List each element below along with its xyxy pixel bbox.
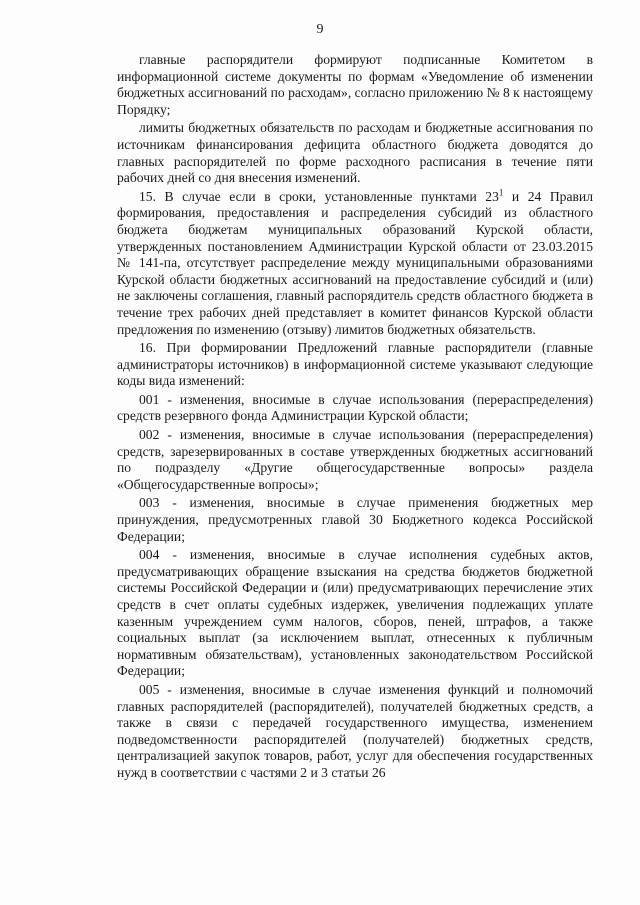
paragraph-item-15 [117,189,593,338]
paragraph-notification-forms: главные распорядители формируют подписанные Комитетом в информационной системе документы по формам «Уведомление об изменении бюджетных ассигнований по расходам», согласно приложению № 8 к настоящему Порядку; [117,52,593,117]
paragraph-item-15-part1: 15. В случае если в сроки, установленные пунктами 23 [139,188,499,204]
document-body [117,52,593,782]
paragraph-code-003: 003 - изменения, вносимые в случае применения бюджетных мер принуждения, предусмотренных главой 30 Бюджетного кодекса Российской Федерации; [117,495,593,544]
page-number: 9 [316,22,324,37]
paragraph-code-001: 001 - изменения, вносимые в случае использования (перераспределения) средств резервного фонда Администрации Курской области; [117,391,593,424]
superscript-1: 1 [498,187,504,198]
paragraph-code-004: 004 - изменения, вносимые в случае исполнения судебных актов, предусматривающих обращение взыскания на средства бюджетов бюджетной системы Российской Федерации и (или) предусматривающих перечисление этих средств в счет оплаты судебных издержек, увеличения подлежащих уплате казенным учреждением сумм налогов, сборов, пеней, штрафов, а также социальных выплат (за исключением выплат, отнесенных к публичным нормативным обязательствам), установленных законодательством Российской Федерации; [117,547,593,679]
paragraph-code-005: 005 - изменения, вносимые в случае изменения функций и полномочий главных распорядителей (распорядителей), получателей бюджетных средств, а также в связи с передачей государственного имущества, изменением подведомственности распорядителей (получателей) бюджетных средств, централизацией закупок товаров, работ, услуг для обеспечения государственных нужд в соответствии с частями 2 и 3 статьи 26 [117,681,593,780]
paragraph-code-002: 002 - изменения, вносимые в случае использования (перераспределения) средств, зарезервированных в составе утвержденных бюджетных ассигнований по подразделу «Другие общегосударственные вопросы» раздела «Общегосударственные вопросы»; [117,427,593,492]
paragraph-budget-limits: лимиты бюджетных обязательств по расходам и бюджетные ассигнования по источникам финансирования дефицита областного бюджета доводятся до главных распорядителей по форме расходного расписания в течение пяти рабочих дней со дня внесения изменений. [117,120,593,186]
paragraph-item-16: 16. При формировании Предложений главные распорядители (главные администраторы источников) в информационной системе указывают следующие коды вида изменений: [117,340,593,389]
paragraph-item-15-part2: и 24 Правил формирования, предоставления и распределения субсидий из областного бюджета бюджетам муниципальных образований Курской области, утвержденных постановлением Администрации Курской области от 23.03.2015 № 141-па, отсутствует распределение между муниципальными образованиями Курской области бюджетных ассигнований на предоставление субсидий и (или) не заключены соглашения, главный распорядитель средств областного бюджета в течение трех рабочих дней представляет в комитет финансов Курской области предложения по изменению (отзыву) лимитов бюджетных обязательств. [117,188,593,337]
